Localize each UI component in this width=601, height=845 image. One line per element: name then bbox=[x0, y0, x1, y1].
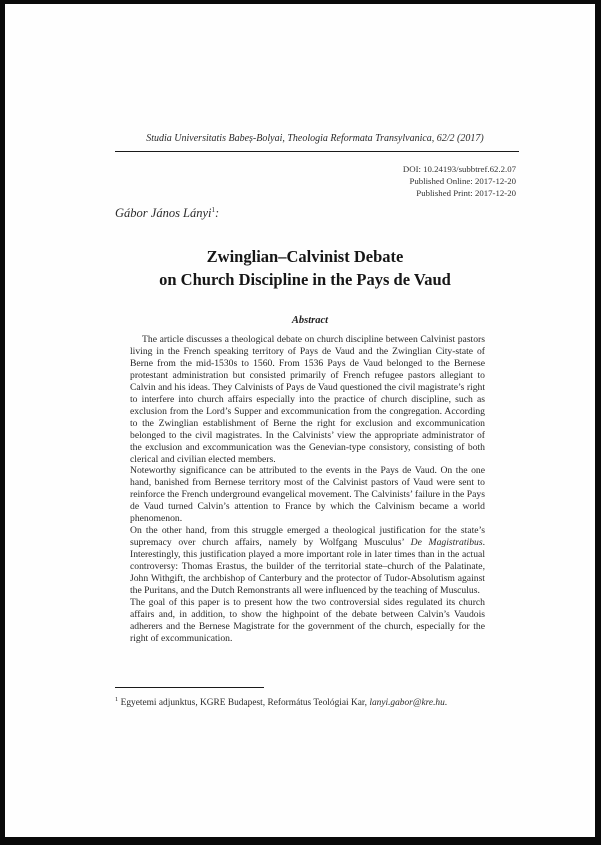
abstract-paragraph bbox=[130, 597, 485, 645]
italic-text-segment: lanyi.gabor@kre.hu bbox=[369, 698, 445, 709]
author-line bbox=[115, 206, 515, 221]
footnote-rule bbox=[115, 687, 264, 688]
text-segment: The goal of this paper is to present how the two controversial sides regulated its church affairs and, in addition, to show the highpoint of the debate between Calvin’s Vaudois adherers and the Bernese Magistrate for the government of the church, especially for the right of excommunication. bbox=[130, 596, 485, 644]
journal-header: Studia Universitatis Babeș-Bolyai, Theologia Reformata Transylvanica, 62/2 (2017) bbox=[146, 133, 484, 144]
text-segment: . bbox=[444, 698, 448, 709]
article-title bbox=[95, 245, 515, 291]
title-line-1: Zwinglian–Calvinist Debate bbox=[206, 247, 404, 266]
text-segment: Egyetemi adjunktus, KGRE Budapest, Református Teológiai Kar, bbox=[118, 698, 370, 709]
italic-text-segment: De Magistratibus bbox=[410, 537, 483, 549]
abstract-paragraph bbox=[130, 525, 485, 597]
doi-line: DOI: 10.24193/subbtref.62.2.07 bbox=[402, 164, 516, 174]
footnote-text bbox=[118, 698, 447, 708]
text-segment: Noteworthy significance can be attributed to the events in the Pays de Vaud. On the one hand, banished from Bernese territory most of the Calvinist pastors of Vaud were sent to reinforce the French underground evangelical movement. The Calvinists’ failure in the Pays de Vaud turned Calvin’s attention to France by which the Calvinism became a world phenomenon. bbox=[130, 465, 485, 525]
title-line-2: on Church Discipline in the Pays de Vaud bbox=[159, 270, 451, 289]
text-segment: On the other hand, from this struggle emerged a theological justification for the state’s supremacy over church affairs, namely by Wolfgang Musculus’ bbox=[130, 525, 485, 549]
published-print-line: Published Print: 2017-12-20 bbox=[416, 188, 516, 199]
published-online-line: Published Online: 2017-12-20 bbox=[409, 176, 516, 187]
doi-block bbox=[115, 163, 516, 199]
text-segment: The article discusses a theological debate on church discipline between Calvinist pastors living in the French speaking territory of Pays de Vaud and the Zwinglian City-state of Berne from the mid-1530s to 1560. From 1536 Pays de Vaud belonged to the Bernese protestant administration but consisted primarily of French refugee pastors allegiant to Calvin and his ideas. They Calvinists of Pays de Vaud questioned the civil magistrate’s right to interfere into church affairs especially into the practice of church discipline, such as exclusion from the Lord’s Supper and excommunication from the congregation. According to the Zwinglian establishment of Berne the right for exclusion and excommunication belonged to the civil magistrates. In the Calvinists’ view the appropriate administrator of the exclusion and excommunication was the Genevian-type consistory, consisting of both clerical and civilian elected members. bbox=[130, 334, 485, 465]
author-suffix: : bbox=[215, 206, 220, 221]
author-footnote-marker: 1 bbox=[211, 206, 216, 214]
footnote bbox=[115, 694, 517, 710]
abstract-heading: Abstract bbox=[291, 315, 329, 326]
text-segment: . Interestingly, this justification played a more important role in later times than in the actual controversy: Thomas Erastus, the builder of the territorial state–church of the Palatinate, John Withgift, the archbishop of Canterbury and the protector of Tudor-Absolutism against the Puritans, and the Dutch Remonstrants all were influenced by the teaching of Musculus. bbox=[130, 537, 485, 597]
abstract-body bbox=[130, 334, 485, 645]
footnote-marker: 1 bbox=[115, 696, 119, 703]
page bbox=[5, 4, 595, 837]
author-name: Gábor János Lányi bbox=[115, 206, 212, 221]
header-rule bbox=[115, 151, 519, 152]
abstract-paragraph bbox=[130, 334, 485, 465]
abstract-paragraph bbox=[130, 465, 485, 525]
